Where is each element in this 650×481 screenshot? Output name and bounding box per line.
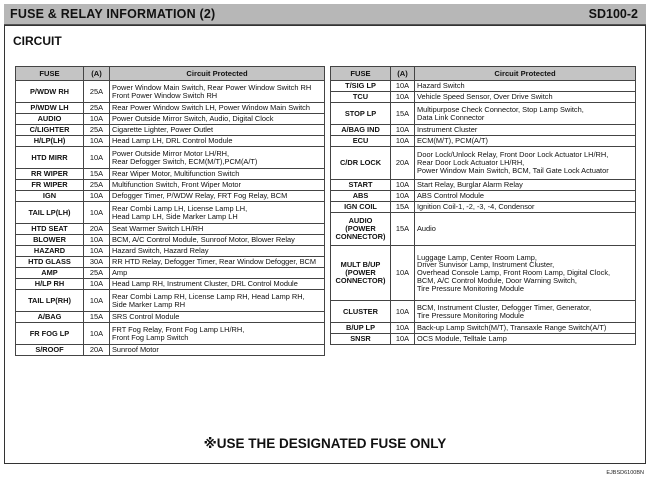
fuse-name-cell bbox=[16, 191, 84, 202]
table-row bbox=[16, 224, 325, 235]
fuse-name-cell bbox=[16, 136, 84, 147]
fuse-name-cell bbox=[331, 92, 391, 103]
document-id: EJBSD6100BN bbox=[606, 470, 644, 476]
fuse-name: C/LIGHTER bbox=[29, 125, 70, 135]
table-row bbox=[16, 81, 325, 103]
circuit-line: Hazard Switch bbox=[417, 81, 465, 91]
circuit-line: Hazard Switch, Hazard Relay bbox=[112, 246, 209, 256]
fuse-name-cell bbox=[331, 202, 391, 213]
fuse-name: H/LP RH bbox=[34, 279, 65, 289]
fuse-amperage: 10A bbox=[391, 180, 415, 191]
table-header-row bbox=[16, 67, 325, 81]
fuse-name-cell bbox=[331, 301, 391, 323]
fuse-amperage: 10A bbox=[391, 334, 415, 345]
fuse-name-cell bbox=[331, 125, 391, 136]
circuit-line: Instrument Cluster bbox=[417, 125, 478, 135]
fuse-name: HTD MIRR bbox=[31, 152, 68, 162]
fuse-name: (POWER bbox=[345, 224, 376, 234]
table-body-left bbox=[16, 81, 325, 356]
fuse-name-cell bbox=[16, 235, 84, 246]
table-row bbox=[16, 257, 325, 268]
table-row bbox=[16, 191, 325, 202]
circuit-protected-cell bbox=[110, 202, 325, 224]
fuse-name-cell bbox=[16, 279, 84, 290]
fuse-amperage: 10A bbox=[84, 246, 110, 257]
circuit-line: ECM(M/T), PCM(A/T) bbox=[417, 136, 489, 146]
circuit-line: Back-up Lamp Switch(M/T), Transaxle Range Switch(A/T) bbox=[417, 323, 607, 333]
page-header bbox=[4, 4, 646, 25]
column-header-amp: (A) bbox=[84, 67, 110, 81]
fuse-name: TCU bbox=[352, 92, 369, 102]
circuit-line: Head Lamp RH, Instrument Cluster, DRL Control Module bbox=[112, 279, 298, 289]
section-title: CIRCUIT bbox=[13, 34, 62, 48]
circuit-line: Sunroof Motor bbox=[112, 345, 159, 355]
fuse-table-left bbox=[15, 66, 325, 356]
circuit-line: BCM, A/C Control Module, Door Warning Switch, bbox=[417, 275, 577, 285]
fuse-name-cell bbox=[331, 147, 391, 180]
circuit-protected-cell bbox=[110, 268, 325, 279]
fuse-name: AUDIO bbox=[348, 216, 373, 226]
circuit-protected-cell bbox=[415, 103, 636, 125]
fuse-name-cell bbox=[331, 334, 391, 345]
circuit-line: Power Outside Mirror Switch, Audio, Digital Clock bbox=[112, 114, 274, 124]
table-row bbox=[331, 136, 636, 147]
fuse-amperage: 10A bbox=[391, 81, 415, 92]
circuit-line: Vehicle Speed Sensor, Over Drive Switch bbox=[417, 92, 553, 102]
fuse-amperage: 10A bbox=[84, 279, 110, 290]
fuse-amperage: 10A bbox=[84, 191, 110, 202]
fuse-amperage: 25A bbox=[84, 180, 110, 191]
fuse-name: H/LP(LH) bbox=[33, 136, 66, 146]
fuse-name: HTD GLASS bbox=[28, 257, 71, 267]
circuit-protected-cell bbox=[110, 169, 325, 180]
circuit-line: Front Fog Lamp Switch bbox=[112, 332, 189, 342]
fuse-name: RR WIPER bbox=[31, 169, 68, 179]
circuit-line: Rear Combi Lamp LH, License Lamp LH, bbox=[112, 203, 248, 213]
circuit-protected-cell bbox=[415, 246, 636, 301]
column-header-fuse: FUSE bbox=[16, 67, 84, 81]
column-header-circuit: Circuit Protected bbox=[415, 67, 636, 81]
circuit-line: Driver Sunvisor Lamp, Instrument Cluster, bbox=[417, 260, 555, 270]
fuse-name: C/DR LOCK bbox=[339, 158, 382, 168]
fuse-name: TAIL LP(LH) bbox=[28, 207, 71, 217]
circuit-line: Rear Door Lock Actuator LH/RH, bbox=[417, 158, 525, 168]
table-row bbox=[331, 180, 636, 191]
fuse-amperage: 10A bbox=[391, 246, 415, 301]
fuse-name: HAZARD bbox=[33, 246, 66, 256]
circuit-line: Multifunction Switch, Front Wiper Motor bbox=[112, 180, 241, 190]
circuit-protected-cell bbox=[415, 81, 636, 92]
fuse-amperage: 25A bbox=[84, 81, 110, 103]
fuse-name-cell bbox=[16, 290, 84, 312]
table-header-row bbox=[331, 67, 636, 81]
circuit-line: Luggage Lamp, Center Room Lamp, bbox=[417, 252, 537, 262]
section-code: SD100-2 bbox=[588, 7, 638, 21]
fuse-name: TAIL LP(RH) bbox=[28, 295, 71, 305]
circuit-protected-cell bbox=[415, 191, 636, 202]
table-row bbox=[16, 323, 325, 345]
table-row bbox=[331, 147, 636, 180]
fuse-name-cell bbox=[16, 180, 84, 191]
circuit-line: Power Window Main Switch, Rear Power Window Switch RH bbox=[112, 82, 312, 92]
table-row bbox=[16, 103, 325, 114]
table-row bbox=[16, 235, 325, 246]
fuse-amperage: 15A bbox=[84, 169, 110, 180]
fuse-amperage: 15A bbox=[84, 312, 110, 323]
circuit-protected-cell bbox=[415, 323, 636, 334]
fuse-name-cell bbox=[16, 147, 84, 169]
circuit-line: BCM, A/C Control Module, Sunroof Motor, Blower Relay bbox=[112, 235, 295, 245]
fuse-name-cell bbox=[16, 312, 84, 323]
circuit-line: Overhead Console Lamp, Front Room Lamp, Digital Clock, bbox=[417, 268, 611, 278]
fuse-warning-note: ※USE THE DESIGNATED FUSE ONLY bbox=[203, 436, 447, 451]
fuse-name: HTD SEAT bbox=[31, 224, 68, 234]
fuse-amperage: 10A bbox=[84, 202, 110, 224]
circuit-line: BCM, Instrument Cluster, Defogger Timer, Generator, bbox=[417, 302, 592, 312]
table-row bbox=[331, 191, 636, 202]
circuit-protected-cell bbox=[110, 103, 325, 114]
circuit-line: Defogger Timer, P/WDW Relay, FRT Fog Relay, BCM bbox=[112, 191, 288, 201]
fuse-name-cell bbox=[331, 136, 391, 147]
circuit-line: Tire Pressure Monitoring Module bbox=[417, 310, 524, 320]
table-row bbox=[16, 312, 325, 323]
circuit-line: Multipurpose Check Connector, Stop Lamp Switch, bbox=[417, 104, 584, 114]
circuit-line: Ignition Coil-1, -2, -3, -4, Condensor bbox=[417, 202, 535, 212]
circuit-protected-cell bbox=[110, 345, 325, 356]
fuse-amperage: 15A bbox=[391, 103, 415, 125]
fuse-amperage: 10A bbox=[84, 235, 110, 246]
table-row bbox=[331, 246, 636, 301]
content-frame bbox=[4, 25, 646, 464]
table-row bbox=[331, 81, 636, 92]
circuit-protected-cell bbox=[415, 202, 636, 213]
circuit-protected-cell bbox=[110, 147, 325, 169]
table-row bbox=[16, 125, 325, 136]
table-row bbox=[16, 202, 325, 224]
fuse-name: ECU bbox=[352, 136, 369, 146]
circuit-line: ABS Control Module bbox=[417, 191, 484, 201]
fuse-name: A/BAG bbox=[37, 312, 62, 322]
circuit-line: RR HTD Relay, Defogger Timer, Rear Window Defogger, BCM bbox=[112, 257, 316, 267]
fuse-name-cell bbox=[16, 257, 84, 268]
table-row bbox=[16, 180, 325, 191]
fuse-amperage: 25A bbox=[84, 103, 110, 114]
fuse-name: CONNECTOR) bbox=[335, 275, 386, 285]
fuse-name-cell bbox=[16, 224, 84, 235]
table-row bbox=[16, 136, 325, 147]
table-row bbox=[16, 246, 325, 257]
fuse-name-cell bbox=[331, 323, 391, 334]
fuse-name-cell bbox=[16, 81, 84, 103]
fuse-name: CLUSTER bbox=[343, 306, 378, 316]
circuit-line: Tire Pressure Monitoring Module bbox=[417, 283, 524, 293]
table-row bbox=[331, 103, 636, 125]
fuse-name: AMP bbox=[41, 268, 58, 278]
circuit-protected-cell bbox=[110, 246, 325, 257]
circuit-line: Head Lamp LH, Side Marker Lamp LH bbox=[112, 211, 238, 221]
circuit-protected-cell bbox=[415, 213, 636, 246]
fuse-amperage: 10A bbox=[84, 323, 110, 345]
column-header-circuit: Circuit Protected bbox=[110, 67, 325, 81]
fuse-name: IGN bbox=[42, 191, 57, 201]
circuit-protected-cell bbox=[110, 279, 325, 290]
fuse-amperage: 20A bbox=[84, 224, 110, 235]
fuse-amperage: 10A bbox=[391, 92, 415, 103]
table-row bbox=[16, 345, 325, 356]
circuit-protected-cell bbox=[415, 125, 636, 136]
fuse-name: SNSR bbox=[350, 334, 371, 344]
table-row bbox=[16, 290, 325, 312]
fuse-amperage: 15A bbox=[391, 213, 415, 246]
column-header-amp: (A) bbox=[391, 67, 415, 81]
fuse-amperage: 10A bbox=[391, 323, 415, 334]
circuit-line: Door Lock/Unlock Relay, Front Door Lock Actuator LH/RH, bbox=[417, 150, 609, 160]
fuse-amperage: 30A bbox=[84, 257, 110, 268]
fuse-amperage: 20A bbox=[84, 345, 110, 356]
circuit-protected-cell bbox=[110, 257, 325, 268]
fuse-amperage: 10A bbox=[391, 125, 415, 136]
fuse-name-cell bbox=[331, 81, 391, 92]
fuse-name-cell bbox=[16, 114, 84, 125]
circuit-line: Amp bbox=[112, 268, 128, 278]
table-row bbox=[16, 114, 325, 125]
fuse-name: P/WDW RH bbox=[30, 86, 69, 96]
column-header-fuse: FUSE bbox=[331, 67, 391, 81]
circuit-line: Rear Wiper Motor, Multifunction Switch bbox=[112, 169, 240, 179]
fuse-amperage: 10A bbox=[391, 191, 415, 202]
circuit-protected-cell bbox=[415, 92, 636, 103]
circuit-line: Data Link Connector bbox=[417, 112, 485, 122]
circuit-protected-cell bbox=[415, 136, 636, 147]
fuse-name: CONNECTOR) bbox=[335, 231, 386, 241]
fuse-amperage: 10A bbox=[84, 147, 110, 169]
table-row bbox=[331, 323, 636, 334]
circuit-protected-cell bbox=[110, 81, 325, 103]
table-row bbox=[331, 301, 636, 323]
circuit-protected-cell bbox=[110, 191, 325, 202]
fuse-amperage: 15A bbox=[391, 202, 415, 213]
fuse-name-cell bbox=[331, 246, 391, 301]
fuse-name: FR WIPER bbox=[31, 180, 68, 190]
circuit-protected-cell bbox=[415, 301, 636, 323]
circuit-protected-cell bbox=[110, 136, 325, 147]
fuse-name: (POWER bbox=[345, 268, 376, 278]
circuit-line: Rear Power Window Switch LH, Power Window Main Switch bbox=[112, 103, 310, 113]
fuse-name-cell bbox=[331, 103, 391, 125]
fuse-amperage: 10A bbox=[84, 136, 110, 147]
fuse-name-cell bbox=[16, 202, 84, 224]
fuse-amperage: 25A bbox=[84, 268, 110, 279]
fuse-name-cell bbox=[16, 323, 84, 345]
table-row bbox=[331, 125, 636, 136]
circuit-line: Start Relay, Burglar Alarm Relay bbox=[417, 180, 523, 190]
circuit-protected-cell bbox=[110, 323, 325, 345]
circuit-protected-cell bbox=[110, 235, 325, 246]
fuse-name-cell bbox=[16, 345, 84, 356]
table-row bbox=[16, 268, 325, 279]
circuit-protected-cell bbox=[110, 180, 325, 191]
table-body-right bbox=[331, 81, 636, 345]
fuse-name: STOP LP bbox=[344, 108, 377, 118]
circuit-line: Power Window Main Switch, BCM, Tail Gate Lock Actuator bbox=[417, 165, 609, 175]
circuit-line: SRS Control Module bbox=[112, 312, 180, 322]
fuse-name: A/BAG IND bbox=[341, 125, 380, 135]
table-row bbox=[16, 147, 325, 169]
circuit-protected-cell bbox=[110, 114, 325, 125]
table-row bbox=[16, 169, 325, 180]
table-row bbox=[331, 92, 636, 103]
circuit-line: Side Marker Lamp RH bbox=[112, 299, 186, 309]
circuit-line: Cigarette Lighter, Power Outlet bbox=[112, 125, 214, 135]
fuse-name-cell bbox=[331, 213, 391, 246]
fuse-name-cell bbox=[16, 268, 84, 279]
circuit-line: Seat Warmer Switch LH/RH bbox=[112, 224, 204, 234]
page-title: FUSE & RELAY INFORMATION (2) bbox=[10, 7, 216, 21]
circuit-protected-cell bbox=[110, 312, 325, 323]
fuse-table-right bbox=[330, 66, 636, 345]
circuit-protected-cell bbox=[415, 180, 636, 191]
circuit-line: Front Power Window Switch RH bbox=[112, 90, 218, 100]
circuit-line: Head Lamp LH, DRL Control Module bbox=[112, 136, 233, 146]
fuse-name-cell bbox=[16, 246, 84, 257]
circuit-protected-cell bbox=[110, 290, 325, 312]
circuit-protected-cell bbox=[415, 147, 636, 180]
fuse-name: AUDIO bbox=[37, 114, 62, 124]
circuit-line: Rear Defogger Switch, ECM(M/T),PCM(A/T) bbox=[112, 156, 258, 166]
table-row bbox=[331, 334, 636, 345]
fuse-name: MULT B/UP bbox=[340, 260, 381, 270]
fuse-name: START bbox=[348, 180, 373, 190]
fuse-name: IGN COIL bbox=[344, 202, 377, 212]
circuit-line: FRT Fog Relay, Front Fog Lamp LH/RH, bbox=[112, 324, 245, 334]
circuit-protected-cell bbox=[110, 125, 325, 136]
fuse-name: S/ROOF bbox=[35, 345, 64, 355]
table-row bbox=[331, 202, 636, 213]
fuse-amperage: 20A bbox=[391, 147, 415, 180]
fuse-name: FR FOG LP bbox=[29, 328, 70, 338]
fuse-name: ABS bbox=[352, 191, 369, 201]
fuse-amperage: 10A bbox=[391, 136, 415, 147]
fuse-name-cell bbox=[16, 125, 84, 136]
fuse-name-cell bbox=[16, 103, 84, 114]
fuse-name-cell bbox=[331, 191, 391, 202]
table-row bbox=[331, 213, 636, 246]
circuit-line: Rear Combi Lamp RH, License Lamp RH, Head Lamp RH, bbox=[112, 291, 305, 301]
fuse-name-cell bbox=[16, 169, 84, 180]
fuse-name: P/WDW LH bbox=[30, 103, 69, 113]
fuse-amperage: 10A bbox=[84, 114, 110, 125]
fuse-amperage: 10A bbox=[84, 290, 110, 312]
fuse-amperage: 25A bbox=[84, 125, 110, 136]
fuse-name-cell bbox=[331, 180, 391, 191]
fuse-name: B/UP LP bbox=[345, 323, 376, 333]
circuit-line: Power Outside Mirror Motor LH/RH, bbox=[112, 148, 230, 158]
fuse-name: T/SIG LP bbox=[345, 81, 376, 91]
circuit-protected-cell bbox=[415, 334, 636, 345]
circuit-protected-cell bbox=[110, 224, 325, 235]
table-row bbox=[16, 279, 325, 290]
fuse-amperage: 10A bbox=[391, 301, 415, 323]
circuit-line: OCS Module, Telltale Lamp bbox=[417, 334, 507, 344]
circuit-line: Audio bbox=[417, 224, 436, 234]
fuse-name: BLOWER bbox=[33, 235, 66, 245]
